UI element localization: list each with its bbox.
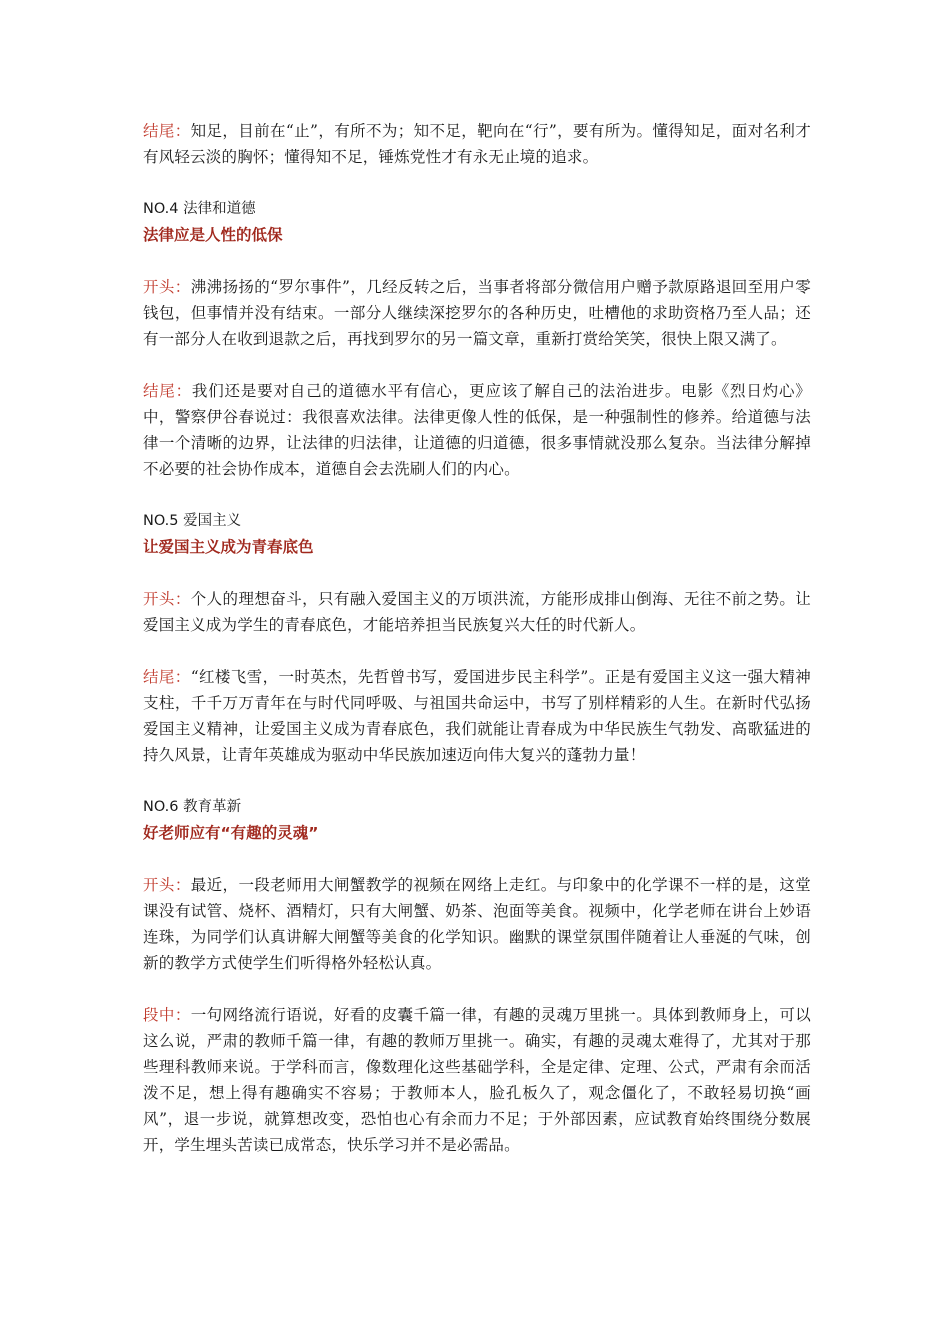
paragraph-text: “红楼飞雪，一时英杰，先哲曾书写，爱国进步民主科学”。正是有爱国主义这一强大精神支柱，千千万万青年在与时代同呼吸、与祖国共命运中，书写了别样精彩的人生。在新时代弘扬爱国主义精神，让爱国主义成为青春底色，我们就能让青春成为中华民族生气勃发、高歌猛进的持久风景，让青年英雄成为驱动中华民族加速迈向伟大复兴的蓬勃力量！ (143, 668, 811, 764)
paragraph-text: 最近，一段老师用大闸蟹教学的视频在网络上走红。与印象中的化学课不一样的是，这堂课没有试管、烧杯、酒精灯，只有大闸蟹、奶茶、泡面等美食。视频中，化学老师在讲台上妙语连珠，为同学们认真讲解大闸蟹等美食的化学知识。幽默的课堂氛围伴随着让人垂涎的气味，创新的教学方式使学生们听得格外轻松认真。 (143, 876, 811, 972)
section-no6 (143, 794, 811, 1158)
paragraph-label: 开头： (143, 590, 191, 608)
conclusion-paragraph (143, 664, 811, 768)
paragraph-label: 结尾： (143, 122, 191, 140)
section-no4 (143, 196, 811, 482)
paragraph-label: 结尾： (143, 382, 192, 400)
section-number: NO.4 法律和道德 (143, 201, 256, 217)
paragraph-text: 个人的理想奋斗，只有融入爱国主义的万顷洪流，方能形成排山倒海、无往不前之势。让爱国主义成为学生的青春底色，才能培养担当民族复兴大任的时代新人。 (143, 590, 811, 634)
paragraph-text: 我们还是要对自己的道德水平有信心，更应该了解自己的法治进步。电影《烈日灼心》中，警察伊谷春说过：我很喜欢法律。法律更像人性的低保，是一种强制性的修养。给道德与法律一个清晰的边界，让法律的归法律，让道德的归道德，很多事情就没那么复杂。当法律分解掉不必要的社会协作成本，道德自会去洗刷人们的内心。 (143, 382, 811, 478)
paragraph-text: 沸沸扬扬的“罗尔事件”，几经反转之后，当事者将部分微信用户赠予款原路退回至用户零钱包，但事情并没有结束。一部分人继续深挖罗尔的各种历史，吐槽他的求助资格乃至人品；还有一部分人在收到退款之后，再找到罗尔的另一篇文章，重新打赏给笑笑，很快上限又满了。 (143, 278, 811, 348)
section-title: 法律应是人性的低保 (143, 226, 283, 244)
paragraph-text: 知足，目前在“止”，有所不为；知不足，靶向在“行”，要有所为。懂得知足，面对名利才有风轻云淡的胸怀；懂得知不足，锤炼党性才有永无止境的追求。 (143, 122, 811, 166)
section-number: NO.6 教育革新 (143, 799, 242, 815)
section-no5 (143, 508, 811, 768)
paragraph-label: 开头： (143, 278, 191, 296)
intro-conclusion-paragraph (143, 118, 811, 170)
document-page (143, 118, 811, 1158)
section-title: 让爱国主义成为青春底色 (143, 538, 314, 556)
section-title: 好老师应有“有趣的灵魂” (143, 824, 319, 842)
opening-paragraph (143, 586, 811, 638)
conclusion-paragraph (143, 378, 811, 482)
opening-paragraph (143, 872, 811, 976)
paragraph-label: 段中： (143, 1006, 191, 1024)
body-paragraph (143, 1002, 811, 1158)
paragraph-text: 一句网络流行语说，好看的皮囊千篇一律，有趣的灵魂万里挑一。具体到教师身上，可以这么说，严肃的教师千篇一律，有趣的教师万里挑一。确实，有趣的灵魂太难得了，尤其对于那些理科教师来说。于学科而言，像数理化这些基础学科，全是定律、定理、公式，严肃有余而活泼不足，想上得有趣确实不容易；于教师本人，脸孔板久了，观念僵化了，不敢轻易切换“画风”，退一步说，就算想改变，恐怕也心有余而力不足；于外部因素，应试教育始终围绕分数展开，学生埋头苦读已成常态，快乐学习并不是必需品。 (143, 1006, 811, 1154)
paragraph-label: 开头： (143, 876, 191, 894)
opening-paragraph (143, 274, 811, 352)
section-number: NO.5 爱国主义 (143, 513, 242, 529)
paragraph-label: 结尾： (143, 668, 191, 686)
